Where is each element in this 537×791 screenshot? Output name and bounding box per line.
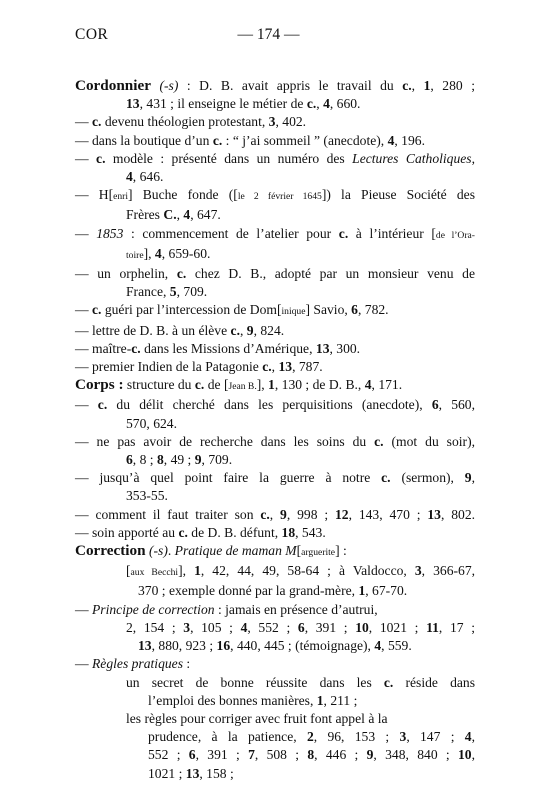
index-entry: — c. modèle : présenté dans un numéro des Lectures Catholiques, 4, 646. [75,150,475,185]
index-entry: — jusqu’à quel point faire la guerre à notre c. (sermon), 9, 353-55. [75,470,475,504]
entry-heading: Cordonnier [75,77,151,94]
index-entry: — Principe de correction : jamais en présence d’autrui, 2, 154 ; 3, 105 ; 4, 552 ; 6, 391 ; 10, 1021 ; 11, 17 ; 13, 880, 923 ; 16, 440, 445 ; (témoignage), 4, 559. [75,601,475,654]
index-entry: — un orphelin, c. chez D. B., adopté par un monsieur venu de France, 5, 709. [75,266,475,300]
index-entry: — c. du délit cherché dans les perquisitions (anecdote), 6, 560, 570, 624. [75,397,475,431]
index-entry: — c. guéri par l’intercession de Dom[inique] Savio, 6, 782. [75,302,389,318]
running-head: COR [75,26,109,43]
index-entry: — premier Indien de la Patagonie c., 13, 787. [75,359,323,375]
index-entry: — comment il faut traiter son c., 9, 998 ; 12, 143, 470 ; 13, 802. [75,506,476,522]
index-entry: — Règles pratiques : un secret de bonne réussite dans les c. réside dans l’emploi des bonnes manières, 1, 211 ; les règles pour corriger avec fruit font appel à la prudence, à la patience, 2, 96, 153 ; 3, 147 ; 4, 552 ; 6, 391 ; 7, 508 ; 8, 446 ; 9, 348, 840 ; 10, 1021 ; 13, 158 ; [75,656,475,781]
index-entry: — c. devenu théologien protestant, 3, 402. [75,114,307,130]
index-entry: — 1853 : commencement de l’atelier pour c. à l’intérieur [de l’Ora- toire], 4, 659-60. [75,225,476,261]
index-entry: — ne pas avoir de recherche dans les soins du c. (mot du soir), 6, 8 ; 8, 49 ; 9, 709. [75,433,475,468]
index-entry: Cordonnier (-s) : D. B. avait appris le travail du c., 1, 280 ; 13, 431 ; il enseigne le métier de c., 4, 660. [75,77,475,112]
page-number: — 174 — [237,26,300,43]
entry-heading: Correction [75,542,146,560]
index-entry: — soin apporté au c. de D. B. défunt, 18, 543. [75,524,326,540]
index-entry: — H[enri] Buche fonde ([le 2 février 1645]) la Pieuse Société des Frères C., 4, 647. [75,187,475,223]
index-entry: — maître-c. dans les Missions d’Amérique, 13, 300. [75,340,361,356]
index-entry: Correction (-s). Pratique de maman M[arguerite] : [aux Becchi], 1, 42, 44, 49, 58-64 ; à Valdocco, 3, 366-67, 370 ; exemple donné par la grand-mère, 1, 67-70. [75,542,476,599]
index-entry: — dans la boutique d’un c. : “ j’ai sommeil ” (anecdote), 4, 196. [75,132,425,148]
entry-heading: Corps : [75,376,124,394]
index-entry: — lettre de D. B. à un élève c., 9, 824. [75,322,285,338]
index-entry: Corps : structure du c. de [Jean B.], 1, 130 ; de D. B., 4, 171. [75,376,403,394]
index-body [75,77,475,783]
